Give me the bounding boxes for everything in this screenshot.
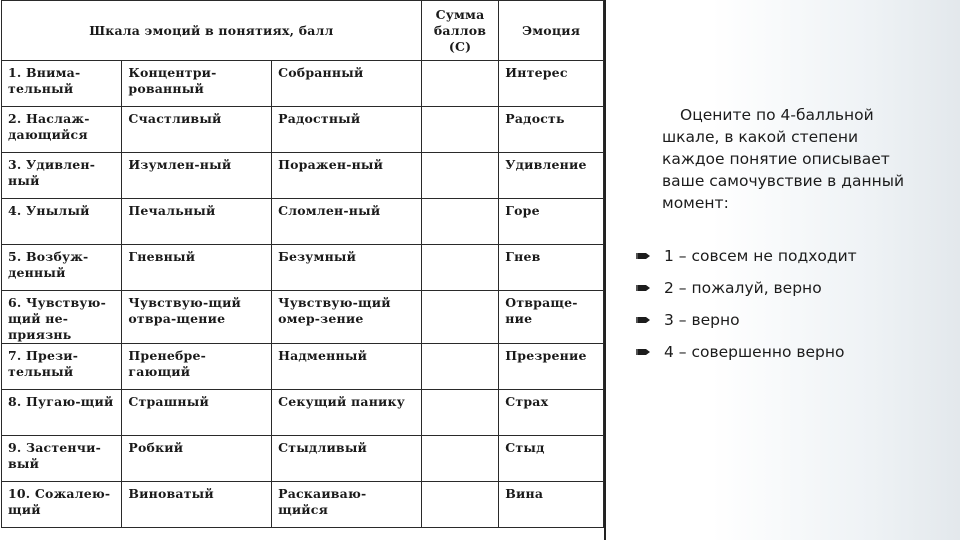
option-label: 4 – совершенно верно <box>664 343 845 361</box>
option-label: 2 – пожалуй, верно <box>664 279 822 297</box>
option-label: 1 – совсем не подходит <box>664 247 857 265</box>
concept-cell: Гневный <box>122 245 272 291</box>
sum-cell <box>421 153 498 199</box>
concept-cell: 2. Наслаж-дающийся <box>2 107 122 153</box>
table-row <box>2 344 604 390</box>
instruction-text: Оцените по 4-балльной шкале, в какой степени каждое понятие описывает ваше самочувствие в данный момент: <box>662 106 905 212</box>
concept-cell: 3. Удивлен-ный <box>2 153 122 199</box>
table-row <box>2 153 604 199</box>
emotion-cell: Интерес <box>499 61 604 107</box>
option-label: 3 – верно <box>664 311 740 329</box>
table-header-row <box>2 1 604 61</box>
concept-cell: Виноватый <box>122 482 272 528</box>
concept-cell: Надменный <box>272 344 422 390</box>
concept-cell: Стыдливый <box>272 436 422 482</box>
pencil-bullet-icon <box>636 251 650 261</box>
emotion-cell: Страх <box>499 390 604 436</box>
concept-cell: 1. Внима-тельный <box>2 61 122 107</box>
emotion-cell: Гнев <box>499 245 604 291</box>
concept-cell: 4. Унылый <box>2 199 122 245</box>
concept-cell: Страшный <box>122 390 272 436</box>
emotion-cell: Радость <box>499 107 604 153</box>
concept-cell: Чувствую-щий омер-зение <box>272 291 422 344</box>
concept-cell: Чувствую-щий отвра-щение <box>122 291 272 344</box>
concept-cell: Печальный <box>122 199 272 245</box>
list-item <box>636 304 857 336</box>
sum-cell <box>421 482 498 528</box>
emotion-cell: Вина <box>499 482 604 528</box>
header-scale: Шкала эмоций в понятиях, балл <box>2 1 422 61</box>
concept-cell: Счастливый <box>122 107 272 153</box>
list-item <box>636 240 857 272</box>
concept-cell: Пренебре-гающий <box>122 344 272 390</box>
concept-cell: Концентри-рованный <box>122 61 272 107</box>
table-row <box>2 61 604 107</box>
concept-cell: Робкий <box>122 436 272 482</box>
sum-cell <box>421 390 498 436</box>
sum-cell <box>421 291 498 344</box>
sum-cell <box>421 436 498 482</box>
table-row <box>2 199 604 245</box>
concept-cell: Безумный <box>272 245 422 291</box>
concept-cell: Раскаиваю-щийся <box>272 482 422 528</box>
concept-cell: 10. Сожалею-щий <box>2 482 122 528</box>
list-item <box>636 272 857 304</box>
concept-cell: 7. Прези-тельный <box>2 344 122 390</box>
header-sum: Сумма баллов (С) <box>421 1 498 61</box>
table-row <box>2 107 604 153</box>
concept-cell: Изумлен-ный <box>122 153 272 199</box>
table-row <box>2 390 604 436</box>
table-row <box>2 291 604 344</box>
emotion-cell: Стыд <box>499 436 604 482</box>
rating-options-list <box>636 240 857 368</box>
concept-cell: Поражен-ный <box>272 153 422 199</box>
pencil-bullet-icon <box>636 283 650 293</box>
emotion-cell: Презрение <box>499 344 604 390</box>
sum-cell <box>421 199 498 245</box>
sum-cell <box>421 344 498 390</box>
table-row <box>2 245 604 291</box>
concept-cell: Собранный <box>272 61 422 107</box>
table-row <box>2 436 604 482</box>
concept-cell: 6. Чувствую-щий не-приязнь <box>2 291 122 344</box>
table-row <box>2 482 604 528</box>
emotion-cell: Удивление <box>499 153 604 199</box>
sum-cell <box>421 245 498 291</box>
emotion-cell: Отвраще-ние <box>499 291 604 344</box>
header-emotion: Эмоция <box>499 1 604 61</box>
concept-cell: Радостный <box>272 107 422 153</box>
emotion-cell: Горе <box>499 199 604 245</box>
concept-cell: Секущий панику <box>272 390 422 436</box>
concept-cell: 8. Пугаю-щий <box>2 390 122 436</box>
concept-cell: 5. Возбуж-денный <box>2 245 122 291</box>
pencil-bullet-icon <box>636 347 650 357</box>
list-item <box>636 336 857 368</box>
sum-cell <box>421 61 498 107</box>
emotion-scale-table <box>1 0 604 528</box>
concept-cell: Сломлен-ный <box>272 199 422 245</box>
pencil-bullet-icon <box>636 315 650 325</box>
sum-cell <box>421 107 498 153</box>
concept-cell: 9. Застенчи-вый <box>2 436 122 482</box>
